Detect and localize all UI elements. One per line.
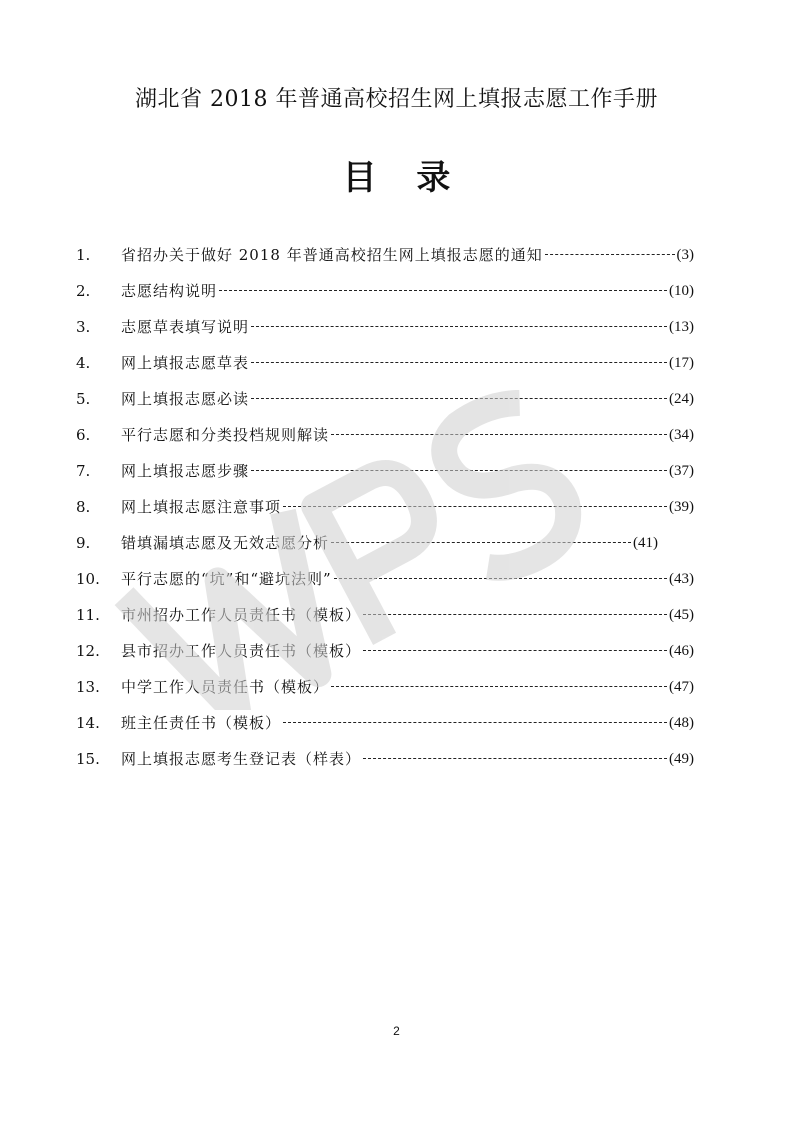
toc-title: 网上填报志愿步骤 [121,462,250,480]
toc-number: 2. [76,282,91,300]
toc-title: 网上填报志愿考生登记表（样表） [121,750,362,768]
toc-number: 12. [76,642,100,660]
toc-page: (48) [669,715,694,731]
toc-number: 11. [76,606,100,624]
toc-leader [363,614,667,615]
toc-leader [363,650,667,651]
toc-number: 5. [76,390,91,408]
toc-number: 1. [76,246,91,264]
toc-leader [251,470,667,471]
toc-title: 县市招办工作人员责任书（模板） [121,642,362,660]
toc-leader [219,290,667,291]
toc-number: 14. [76,714,100,732]
toc-number: 7. [76,462,91,480]
toc-leader [283,722,667,723]
toc-title: 市州招办工作人员责任书（模板） [121,606,362,624]
toc-heading: 目 录 [342,158,451,198]
toc-page: (17) [669,355,694,371]
toc-page: (49) [669,751,694,767]
toc-title: 网上填报志愿注意事项 [121,498,282,516]
toc-title: 中学工作人员责任书（模板） [121,678,330,696]
toc-number: 3. [76,318,91,336]
toc-leader [545,254,675,255]
toc-page: (47) [669,679,694,695]
toc-leader [251,326,667,327]
toc-page: (24) [669,391,694,407]
toc-page: (39) [669,499,694,515]
toc-title: 班主任责任书（模板） [121,714,282,732]
toc-leader [331,542,631,543]
toc-page: (41) [633,535,658,551]
toc-number: 6. [76,426,91,444]
toc-title: 平行志愿和分类投档规则解读 [121,426,330,444]
toc-leader [283,506,667,507]
toc-page: (37) [669,463,694,479]
toc-title: 省招办关于做好 2018 年普通高校招生网上填报志愿的通知 [121,246,543,264]
toc-page: (13) [669,319,694,335]
toc-leader [251,362,667,363]
toc-title: 平行志愿的“坑”和“避坑法则” [121,570,332,588]
toc-leader [331,434,667,435]
toc-page: (34) [669,427,694,443]
toc-number: 15. [76,750,100,768]
toc-number: 9. [76,534,91,552]
toc-title: 网上填报志愿必读 [121,390,250,408]
toc-number: 8. [76,498,91,516]
toc-number: 10. [76,570,100,588]
toc-title: 志愿结构说明 [121,282,218,300]
toc-page: (10) [669,283,694,299]
toc-title: 错填漏填志愿及无效志愿分析 [121,534,330,552]
toc-page: (45) [669,607,694,623]
toc-leader [334,578,667,579]
toc-page: (43) [669,571,694,587]
toc-title: 网上填报志愿草表 [121,354,250,372]
toc-page: (3) [676,247,694,263]
toc-leader [331,686,667,687]
toc-leader [363,758,667,759]
toc-page: (46) [669,643,694,659]
toc-leader [251,398,667,399]
toc-number: 13. [76,678,100,696]
document-title: 湖北省 2018 年普通高校招生网上填报志愿工作手册 [135,87,658,112]
toc-number: 4. [76,354,91,372]
page-number: 2 [393,1024,400,1038]
toc-title: 志愿草表填写说明 [121,318,250,336]
